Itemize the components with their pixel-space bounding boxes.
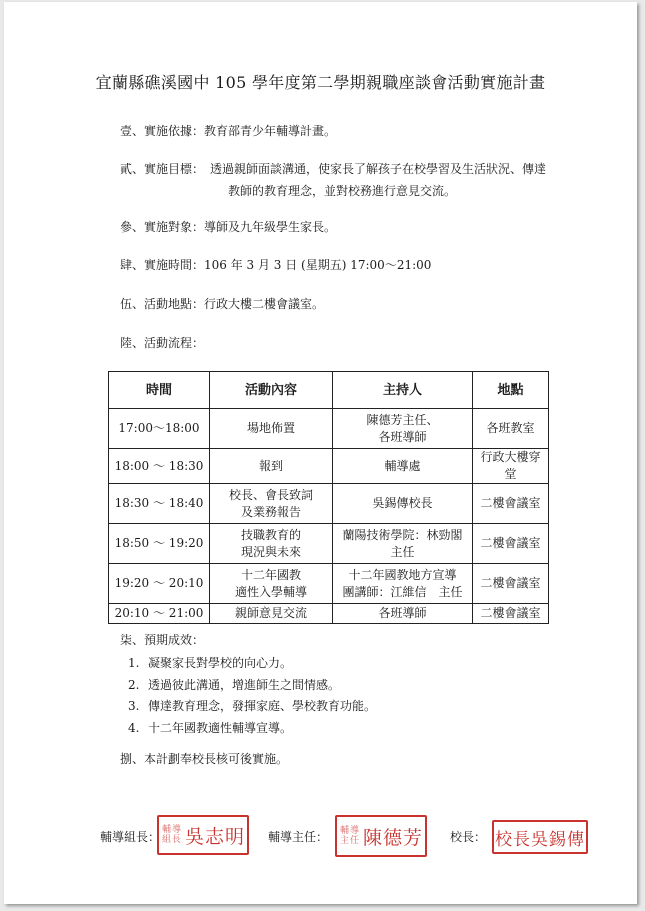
row-activity: 報到 — [210, 449, 333, 484]
counselor-stamp-name: 吳志明 — [184, 825, 245, 848]
table-row — [109, 604, 549, 624]
row-host-line2: 團講師：江維信 主任 — [342, 584, 463, 599]
row-location: 二樓會議室 — [473, 484, 549, 524]
row-location: 各班教室 — [473, 409, 549, 449]
section-basis: 壹、實施依據：教育部青少年輔導計畫。 — [120, 124, 337, 138]
director-stamp-name: 陳德芳 — [362, 826, 423, 849]
director-stamp — [335, 815, 427, 857]
section-location: 伍、活動地點：行政大樓二樓會議室。 — [120, 297, 325, 311]
row-activity: 親師意見交流 — [210, 604, 333, 624]
row-activity — [210, 564, 333, 604]
row-time: 18:00 ～ 18:30 — [109, 449, 210, 484]
row-activity — [210, 524, 333, 564]
document-title: 宜蘭縣礁溪國中 105 學年度第二學期親職座談會活動實施計畫 — [95, 73, 546, 92]
expected-results-list — [128, 653, 376, 739]
principal-stamp: 校長吳錫傳 — [492, 820, 588, 854]
row-host — [333, 524, 473, 564]
director-stamp-title: 輔導主任 — [339, 826, 360, 846]
row-host — [333, 409, 473, 449]
row-location: 行政大樓穿堂 — [473, 449, 549, 484]
schedule-header-row — [109, 372, 549, 409]
row-activity-line1: 技職教育的 — [240, 527, 301, 542]
counselor-sign-label: 輔導組長： — [100, 830, 161, 844]
list-item: 1. 凝聚家長對學校的向心力。 — [128, 656, 293, 670]
row-activity-line2: 及業務報告 — [240, 504, 301, 519]
row-location: 二樓會議室 — [473, 604, 549, 624]
section-goals-line2: 教師的教育理念，並對校務進行意見交流。 — [228, 184, 457, 198]
row-time: 20:10 ～ 21:00 — [109, 604, 210, 624]
principal-sign-label: 校長： — [450, 830, 487, 844]
row-host: 吳錫傳校長 — [333, 484, 473, 524]
counselor-stamp-title: 輔導組長 — [161, 825, 182, 845]
row-host-line2: 主任 — [390, 544, 415, 559]
row-host — [333, 564, 473, 604]
header-activity: 活動內容 — [210, 372, 333, 409]
section-time: 肆、實施時間：106 年 3 月 3 日 (星期五) 17:00～21:00 — [120, 258, 432, 272]
row-host-line1: 陳德芳主任、 — [366, 412, 439, 427]
document-page — [4, 2, 637, 904]
row-activity-line2: 現況與未來 — [240, 544, 301, 559]
section-approval: 捌、本計劃奉校長核可後實施。 — [120, 752, 289, 766]
row-activity-line1: 校長、會長致詞 — [228, 487, 313, 502]
section-goals — [120, 158, 546, 202]
row-location: 二樓會議室 — [473, 524, 549, 564]
row-host-line1: 十二年國教地方宣導 — [348, 567, 457, 582]
row-time: 18:50 ～ 19:20 — [109, 524, 210, 564]
row-time: 18:30 ～ 18:40 — [109, 484, 210, 524]
counselor-stamp — [157, 815, 249, 855]
list-item: 2. 透過彼此溝通，增進師生之間情感。 — [128, 677, 341, 692]
row-activity: 場地佈置 — [210, 409, 333, 449]
table-row — [109, 484, 549, 524]
row-time: 19:20 ～ 20:10 — [109, 564, 210, 604]
table-row — [109, 409, 549, 449]
header-location: 地點 — [473, 372, 549, 409]
table-row — [109, 524, 549, 564]
list-item: 4. 十二年國教適性輔導宣導。 — [128, 720, 293, 735]
row-host-line2: 各班導師 — [378, 429, 427, 444]
row-host: 各班導師 — [333, 604, 473, 624]
row-location: 二樓會議室 — [473, 564, 549, 604]
table-row — [109, 564, 549, 604]
director-sign-label: 輔導主任： — [268, 830, 329, 844]
section-expected: 柒、預期成效： — [120, 633, 205, 647]
header-time: 時間 — [109, 372, 210, 409]
row-activity — [210, 484, 333, 524]
table-row — [109, 449, 549, 484]
row-host-line1: 蘭陽技術學院：林勁閣 — [342, 527, 463, 542]
section-goals-line1: 貳、實施目標： 透過親師面談溝通，使家長了解孩子在校學習及生活狀況、傳達 — [120, 162, 547, 176]
header-host: 主持人 — [333, 372, 473, 409]
section-flow: 陸、活動流程： — [120, 336, 205, 350]
row-time: 17:00～18:00 — [109, 409, 210, 449]
row-activity-line2: 適性入學輔導 — [234, 584, 307, 599]
row-host: 輔導處 — [333, 449, 473, 484]
row-activity-line1: 十二年國教 — [240, 567, 301, 582]
list-item: 3. 傳達教育理念，發揮家庭、學校教育功能。 — [128, 699, 377, 713]
schedule-table — [108, 371, 549, 624]
section-target: 參、實施對象：導師及九年級學生家長。 — [120, 220, 337, 234]
